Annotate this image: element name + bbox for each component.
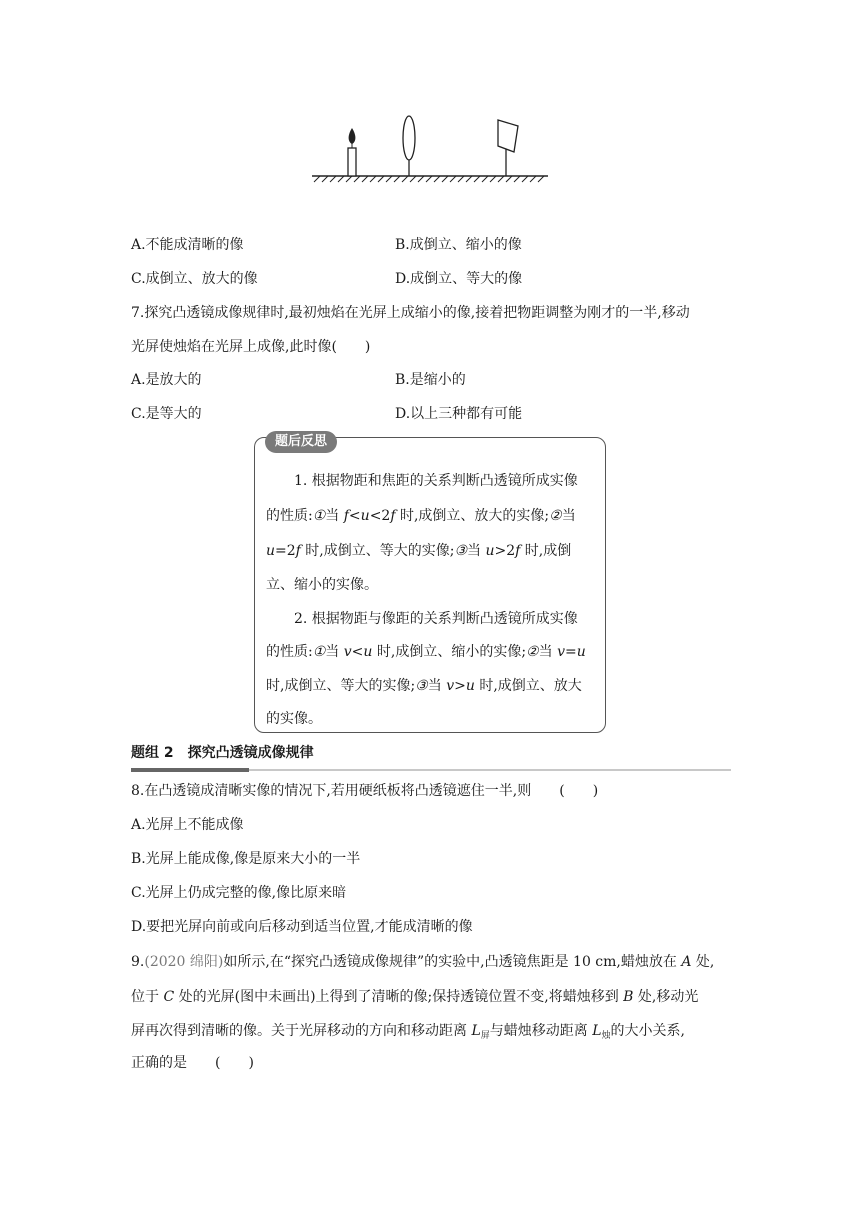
q7-option-c[interactable]: C.是等大的 [131,406,202,422]
reflection-p1-line-3: u=2f 时,成倒立、等大的实像;③当 u>2f 时,成倒 [266,543,572,559]
bench-hatching [314,176,544,182]
reflection-p1-line-2: 的性质:①当 f<u<2f 时,成倒立、放大的实像;②当 [266,508,576,524]
reflection-p2-line-1: 2. 根据物距与像距的关系判断凸透镜所成实像 [294,611,578,627]
reflection-p1-line-1: 1. 根据物距和焦距的关系判断凸透镜所成实像 [294,473,578,489]
q8-stem: 8.在凸透镜成清晰实像的情况下,若用硬纸板将凸透镜遮住一半,则 ( ) [131,783,599,799]
q6-option-b[interactable]: B.成倒立、缩小的像 [395,237,522,253]
group-2-title: 题组 2 探究凸透镜成像规律 [131,745,314,761]
reflection-p2-line-2: 的性质:①当 v<u 时,成倒立、缩小的实像;②当 v=u [266,644,586,660]
reflection-tab: 题后反思 [265,431,337,453]
q6-option-d[interactable]: D.成倒立、等大的像 [395,271,523,287]
q8-option-a[interactable]: A.光屏上不能成像 [131,817,244,833]
reflection-p2-line-4: 的实像。 [266,711,322,727]
group-title-underline-light [249,769,731,771]
q8-option-c[interactable]: C.光屏上仍成完整的像,像比原来暗 [131,885,347,901]
reflection-p2-line-3: 时,成倒立、等大的实像;③当 v>u 时,成倒立、放大 [266,678,582,694]
q7-option-a[interactable]: A.是放大的 [131,372,202,388]
q9-source: (2020 绵阳) [144,954,224,970]
candle [348,128,356,176]
q7-option-b[interactable]: B.是缩小的 [395,372,466,388]
q6-option-c[interactable]: C.成倒立、放大的像 [131,271,258,287]
q7-option-d[interactable]: D.以上三种都有可能 [395,406,523,422]
q6-option-a[interactable]: A.不能成清晰的像 [131,237,244,253]
q9-stem-line-3: 屏再次得到清晰的像。关于光屏移动的方向和移动距离 $L_屏$与蜡烛移动距离 $L_烛$的大小关系, [131,1023,685,1041]
q9-stem-line-4: 正确的是 ( ) [131,1055,254,1071]
optical-bench-diagram [310,110,550,186]
q7-stem-line-1: 7.探究凸透镜成像规律时,最初烛焰在光屏上成缩小的像,接着把物距调整为刚才的一半,移动 [131,305,690,321]
q8-option-b[interactable]: B.光屏上能成像,像是原来大小的一半 [131,851,361,867]
q9-stem-line-2: 位于 C 处的光屏(图中未画出)上得到了清晰的像;保持透镜位置不变,将蜡烛移到 B 处,移动光 [131,989,699,1005]
q9-stem-line-1: 9.(2020 绵阳)如所示,在“探究凸透镜成像规律”的实验中,凸透镜焦距是 10 cm,蜡烛放在 A 处, [131,954,715,970]
q8-option-d[interactable]: D.要把光屏向前或向后移动到适当位置,才能成清晰的像 [131,919,473,935]
reflection-p1-line-4: 立、缩小的实像。 [266,577,378,593]
group-title-underline-dark [131,768,249,772]
light-screen [498,120,518,176]
convex-lens [403,116,415,176]
q7-stem-line-2: 光屏使烛焰在光屏上成像,此时像( ) [131,339,371,355]
